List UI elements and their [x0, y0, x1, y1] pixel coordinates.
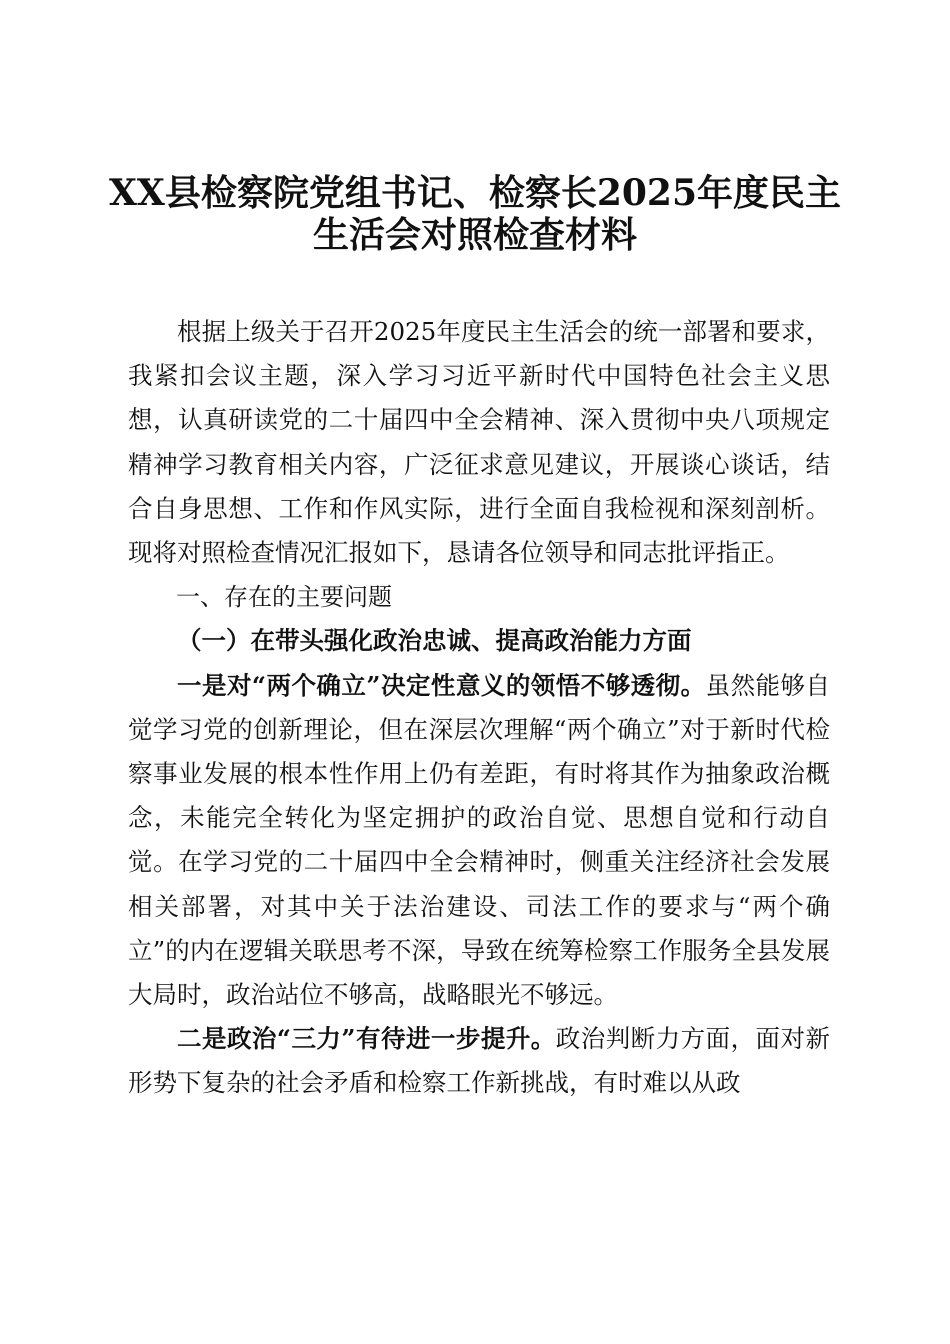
point-2-lead: 二是政治“三力”有待进一步提升。 [177, 1024, 556, 1054]
subsection-heading: （一）在带头强化政治忠诚、提高政治能力方面 [177, 626, 692, 656]
point-paragraph-1 [128, 664, 830, 1018]
point-paragraph-2 [128, 1017, 830, 1105]
document-title-line-1: XX县检察院党组书记、检察长2025年度民主 [108, 172, 842, 214]
intro-paragraph: 根据上级关于召开2025年度民主生活会的统一部署和要求，我紧扣会议主题，深入学习习近平新时代中国特色社会主义思想，认真研读党的二十届四中全会精神、深入贯彻中央八项规定精神学习教育相关内容，广泛征求意见建议，开展谈心谈话，结合自身思想、工作和作风实际，进行全面自我检视和深刻剖析。现将对照检查情况汇报如下，恳请各位领导和同志批评指正。 [128, 317, 830, 568]
section-heading: 一、存在的主要问题 [176, 583, 392, 612]
point-2-text: 政治判断力方面，面对新形势下复杂的社会矛盾和检察工作新挑战，有时难以从政 [128, 1024, 831, 1098]
point-1-lead: 一是对“两个确立”决定性意义的领悟不够透彻。 [177, 670, 706, 700]
point-1-text: 虽然能够自觉学习党的创新理论，但在深层次理解“两个确立”对于新时代检察事业发展的根本性作用上仍有差距，有时将其作为抽象政治概念，未能完全转化为坚定拥护的政治自觉、思想自觉和行动自觉。在学习党的二十届四中全会精神时，侧重关注经济社会发展相关部署，对其中关于法治建设、司法工作的要求与“两个确立”的内在逻辑关联思考不深，导致在统筹检察工作服务全县发展大局时，政治站位不够高，战略眼光不够远。 [128, 670, 831, 1010]
document-title-line-2: 生活会对照检查材料 [312, 214, 637, 256]
document-body [128, 310, 830, 1106]
